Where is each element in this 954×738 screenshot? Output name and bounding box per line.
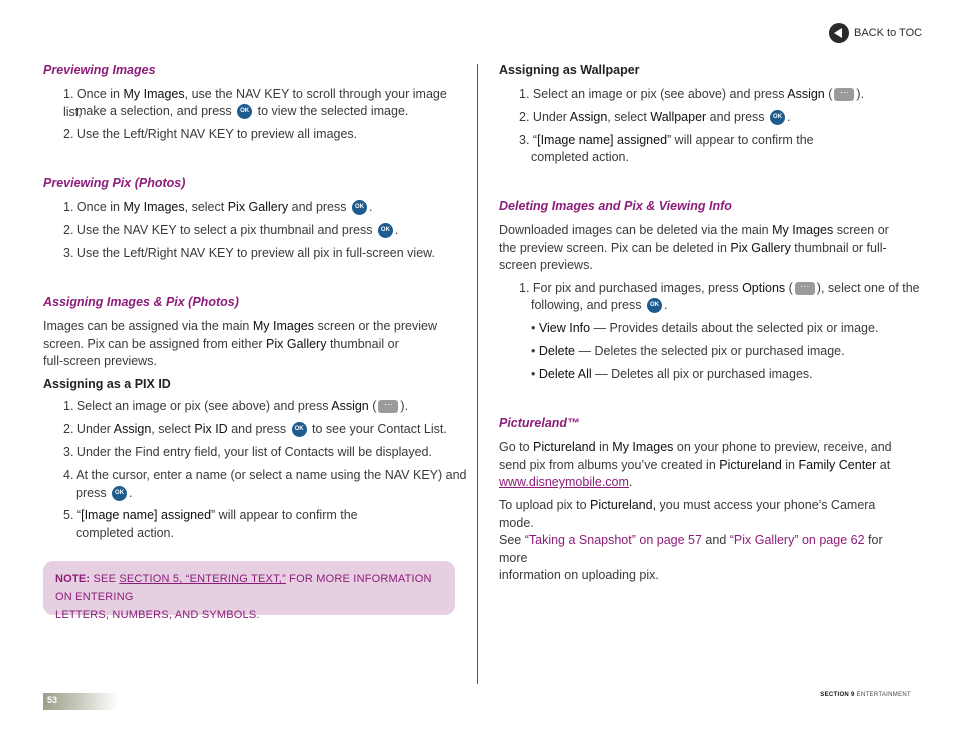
disneymobile-link[interactable]: www.disneymobile.com (499, 475, 629, 489)
pictureland-heading: Pictureland™ (499, 416, 580, 430)
list-item: 4. At the cursor, enter a name (or select a name using the NAV KEY) and (63, 468, 467, 482)
assigning-heading: Assigning Images & Pix (Photos) (43, 295, 239, 309)
list-item: 3. Use the Left/Right NAV KEY to preview all pix in full-screen view. (63, 246, 435, 260)
bullet-item: • View Info — Provides details about the selected pix or image. (531, 321, 879, 335)
options-icon: ··· (795, 282, 815, 295)
ok-icon: OK (770, 110, 785, 125)
note-label: NOTE: (55, 573, 91, 585)
back-arrow-icon (829, 23, 849, 43)
pictureland-paragraph-2: To upload pix to Pictureland, you must access your phone’s Camera mode. See “Taking a Snapshot” on page 57 and “Pix Gallery” on page 62 for more information on uploading pix. (499, 498, 883, 582)
list-item: 1. For pix and purchased images, press Options ( ··· ), select one of the (519, 281, 920, 295)
list-item: 3. Under the Find entry field, your list of Contacts will be displayed. (63, 445, 432, 459)
deleting-heading: Deleting Images and Pix & Viewing Info (499, 199, 732, 213)
list-item: 2. Under Assign, select Pix ID and press OK to see your Contact List. (63, 422, 447, 436)
list-item: 1. Select an image or pix (see above) and press Assign ( ··· ). (519, 87, 865, 101)
ok-icon: OK (647, 298, 662, 313)
pix-id-subheading: Assigning as a PIX ID (43, 377, 171, 391)
pix-gallery-link[interactable]: “Pix Gallery” on page 62 (729, 533, 865, 547)
wallpaper-subheading: Assigning as Wallpaper (499, 63, 640, 77)
ok-icon: OK (292, 422, 307, 437)
list-item: 1. Once in My Images, use the NAV KEY to scroll through your image list, (63, 87, 447, 119)
bullet-item: • Delete All — Deletes all pix or purchased images. (531, 367, 813, 381)
list-item-cont: completed action. (531, 150, 629, 164)
page-number-bar (43, 693, 118, 710)
list-item: 3. “[Image name] assigned” will appear to confirm the (519, 133, 814, 147)
ok-icon: OK (237, 104, 252, 119)
options-icon: ··· (834, 88, 854, 101)
pictureland-paragraph-1: Go to Pictureland in My Images on your phone to preview, receive, and send pix from albums you’ve created in Pictureland in Family Center at www.disneymobile.com. (499, 440, 892, 489)
ok-icon: OK (112, 486, 127, 501)
list-item: 5. “[Image name] assigned” will appear to confirm the (63, 508, 358, 522)
list-item: 2. Use the Left/Right NAV KEY to preview all images. (63, 127, 358, 141)
column-divider (477, 64, 478, 684)
options-icon: ··· (378, 400, 398, 413)
list-item-cont: following, and press OK . (531, 298, 668, 312)
back-to-toc-button[interactable] (829, 22, 922, 44)
list-item: 2. Use the NAV KEY to select a pix thumbnail and press OK . (63, 223, 399, 237)
back-to-toc-label: BACK to TOC (854, 27, 923, 39)
previewing-pix-heading: Previewing Pix (Photos) (43, 176, 186, 190)
bullet-item: • Delete — Deletes the selected pix or purchased image. (531, 344, 845, 358)
footer-section: SECTION 9 ENTERTAINMENT (820, 692, 911, 698)
deleting-intro: Downloaded images can be deleted via the main My Images screen or the preview screen. Pix can be deleted in Pix Gallery thumbnail or full- screen previews. (499, 223, 889, 272)
list-item: 1. Once in My Images, select Pix Gallery and press OK . (63, 200, 373, 214)
list-item-cont: completed action. (76, 526, 174, 540)
list-item: 1. Select an image or pix (see above) and press Assign ( ··· ). (63, 399, 409, 413)
list-item: 2. Under Assign, select Wallpaper and press OK . (519, 110, 791, 124)
list-item-cont: make a selection, and press OK to view the selected image. (76, 104, 409, 118)
section-5-link[interactable]: SECTION 5, “ENTERING TEXT,” (119, 573, 286, 585)
page-number: 53 (47, 695, 58, 705)
assigning-intro: Images can be assigned via the main My Images screen or the preview screen. Pix can be assigned from either Pix Gallery thumbnail or full-screen previews. (43, 319, 437, 368)
taking-snapshot-link[interactable]: “Taking a Snapshot” on page 57 (524, 533, 702, 547)
list-item-cont: press OK . (76, 486, 133, 500)
previewing-images-heading: Previewing Images (43, 63, 156, 77)
ok-icon: OK (378, 223, 393, 238)
note-box: NOTE: SEE SECTION 5, “ENTERING TEXT,” FOR MORE INFORMATION ON ENTERING LETTERS, NUMBERS, AND SYMBOLS. (43, 561, 455, 615)
ok-icon: OK (352, 200, 367, 215)
